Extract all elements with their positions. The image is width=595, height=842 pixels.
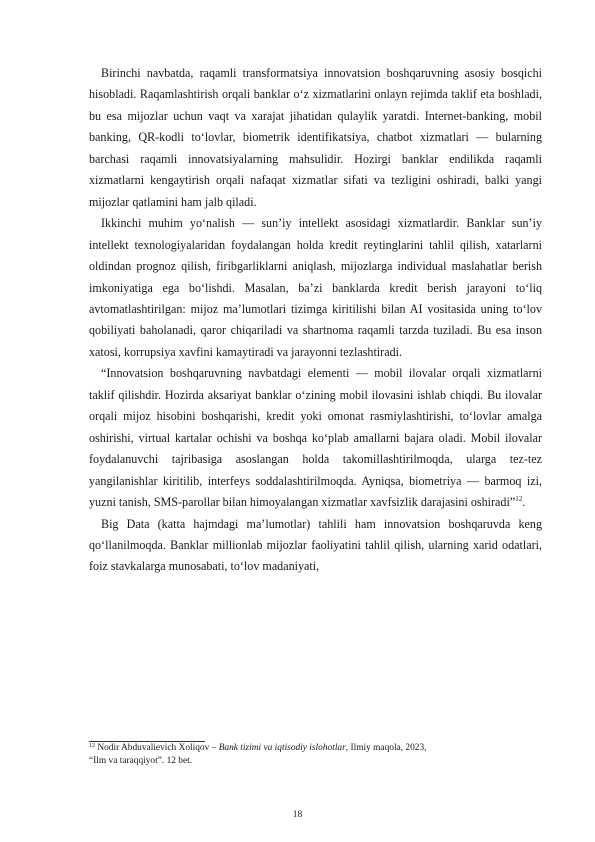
footnote-line-2: “Ilm va taraqqiyot”. 12 bet. (89, 756, 193, 766)
paragraph-artificial-intelligence (89, 213, 542, 363)
footnote (89, 742, 542, 768)
paragraph-text: “Innovatsion boshqaruvning navbatdagi elementi — mobil ilovalar orqali xizmatlarni taklif qilishdir. Hozirda aksariyat banklar o‘zining mobil ilovasini ishlab chiqdi. Bu ilovalar orqali mijoz hisobini boshqarishi, kredit yoki omonat rasmiylashtirishi, to‘lovlar amalga oshirishi, virtual kartalar ochishi va boshqa ko‘plab amallarni bajara oladi. Mobil ilovalar foydalanuvchi tajribasiga asoslangan holda takomillashtirilmoqda, ularga tez-tez yangilanishlar kiritilib, interfeys soddalashtirilmoqda. Ayniqsa, biometriya — barmoq izi, yuzni tanish, SMS-parollar bilan himoyalangan xizmatlar xavfsizlik darajasini oshiradi” (89, 366, 542, 510)
page-number: 18 (292, 810, 303, 820)
paragraph-big-data (89, 514, 542, 578)
footnote-number: 12 (89, 743, 95, 749)
footnote-author: Nodir Abduvalievich Xoliqov – (95, 743, 219, 753)
footnote-line-1 (89, 742, 542, 755)
paragraph-text: Birinchi navbatda, raqamli transformatsiya innovatsion boshqaruvning asosiy bosqichi hisobladi. Raqamlashtirish orqali banklar o‘z xizmatlarini onlayn rejimda taklif eta boshladi, bu esa mijozlar uchun vaqt va xarajat jihatidan qulaylik yaratdi. Internet-banking, mobil banking, QR-kodli to‘lovlar, biometrik identifikatsiya, chatbot xizmatlari — bularning barchasi raqamli innovatsiyalarning mahsulidir. Hozirgi banklar endilikda raqamli xizmatlarni kengaytirish orqali nafaqat xizmatlar sifati va tezligini oshiradi, balki yangi mijozlar qatlamini ham jalb qiladi. (89, 66, 542, 209)
paragraph-digital-transformation (89, 63, 542, 213)
paragraph-text: Big Data (katta hajmdagi ma’lumotlar) tahlili ham innovatsion boshqaruvda keng qo‘llanilmoqda. Banklar millionlab mijozlar faoliyatini tahlil qilish, ularning xarid odatlari, foiz stavkalarga munosabati, to‘lov madaniyati, (89, 516, 542, 574)
footnote-source: , Ilmiy maqola, 2023, (345, 743, 427, 753)
body-text (89, 63, 542, 578)
footnote-reference[interactable]: 12 (515, 495, 523, 504)
footnote-title: Bank tizimi va iqtisodiy islohotlar (218, 743, 346, 753)
paragraph-text-end: . (522, 495, 526, 510)
paragraph-mobile-apps (89, 363, 542, 513)
paragraph-text: Ikkinchi muhim yo‘nalish — sun’iy intellekt asosidagi xizmatlardir. Banklar sun’iy intellekt texnologiyalaridan foydalangan holda kredit reytinglarini tahlil qilish, xatarlarni oldindan prognoz qilish, firibgarliklarni aniqlash, mijozlarga individual maslahatlar berish imkoniyatiga ega bo‘lishdi. Masalan, ba’zi banklarda kredit berish jarayoni to‘liq avtomatlashtirilgan: mijoz ma’lumotlari tizimga kiritilishi bilan AI vositasida uning to‘lov qobiliyati baholanadi, qaror chiqariladi va shartnoma raqamli tarzda tuziladi. Bu esa inson xatosi, korrupsiya xavfini kamaytiradi va jarayonni tezlashtiradi. (89, 216, 542, 359)
